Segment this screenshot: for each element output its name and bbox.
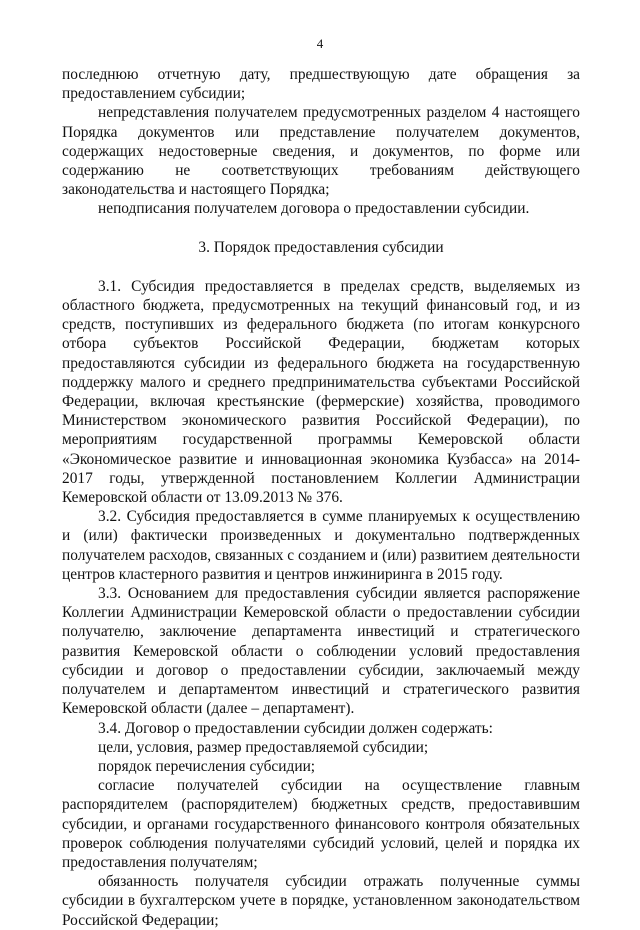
list-item-transfer-order: порядок перечисления субсидии;	[98, 757, 316, 775]
list-item-goals: цели, условия, размер предоставляемой субсидии;	[98, 738, 429, 756]
page-number: 4	[316, 36, 324, 51]
paragraph-3-3: 3.3. Основанием для предоставления субсидии является распоряжение Коллегии Администрации Кемеровской области о предоставлении субсидии получателю, заключение департамента инвестиций и стратегического развития Кемеровской области о соблюдении условий предоставления субсидии и договор о предоставлении субсидии, заключаемый между получателем и департаментом инвестиций и стратегического развития Кемеровской области (далее – департамент).	[62, 585, 580, 718]
paragraph-non-submission: непредставления получателем предусмотренных разделом 4 настоящего Порядка документов или представление получателем документов, содержащих недостоверные сведения, и документов, по форме или содержанию не соответствующих требованиям действующего законодательства и настоящего Порядка;	[62, 104, 580, 199]
section-heading: 3. Порядок предоставления субсидии	[198, 238, 444, 256]
list-item-accounting-duty: обязанность получателя субсидии отражать полученные суммы субсидии в бухгалтерском учете в порядке, установленном законодательством Российской Федерации;	[62, 873, 580, 929]
paragraph-3-1: 3.1. Субсидия предоставляется в пределах средств, выделяемых из областного бюджета, предусмотренных на текущий финансовый год, и из средств, поступивших из федерального бюджета (по итогам конкурсного отбора субъектов Российской Федерации, бюджетам которых предоставляются субсидии из федерального бюджета на государственную поддержку малого и среднего предпринимательства субъектами Российской Федерации, включая крестьянские (фермерские) хозяйства, проводимого Министерством экономического развития Российской Федерации), по мероприятиям государственной программы Кемеровской области «Экономическое развитие и инновационная экономика Кузбасса» на 2014-2017 годы, утвержденной постановлением Коллегии Администрации Кемеровской области от 13.09.2013 № 376.	[62, 277, 580, 507]
paragraph-continuation: последнюю отчетную дату, предшествующую дате обращения за предоставлением субсидии;	[62, 66, 580, 103]
paragraph-non-signing: неподписания получателем договора о предоставлении субсидии.	[98, 200, 530, 218]
paragraph-3-2: 3.2. Субсидия предоставляется в сумме планируемых к осуществлению и (или) фактически произведенных и документально подтвержденных получателем расходов, связанных с созданием и (или) развитием деятельности центров кластерного развития и центров инжиниринга в 2015 году.	[62, 508, 580, 583]
list-item-consent: согласие получателей субсидии на осуществление главным распорядителем (распорядителем) бюджетных средств, предоставившим субсидии, и органами государственного финансового контроля обязательных проверок соблюдения получателями субсидий условий, целей и порядка их предоставления получателям;	[62, 777, 580, 871]
paragraph-3-4: 3.4. Договор о предоставлении субсидии должен содержать:	[98, 719, 493, 737]
document-body	[62, 65, 580, 930]
